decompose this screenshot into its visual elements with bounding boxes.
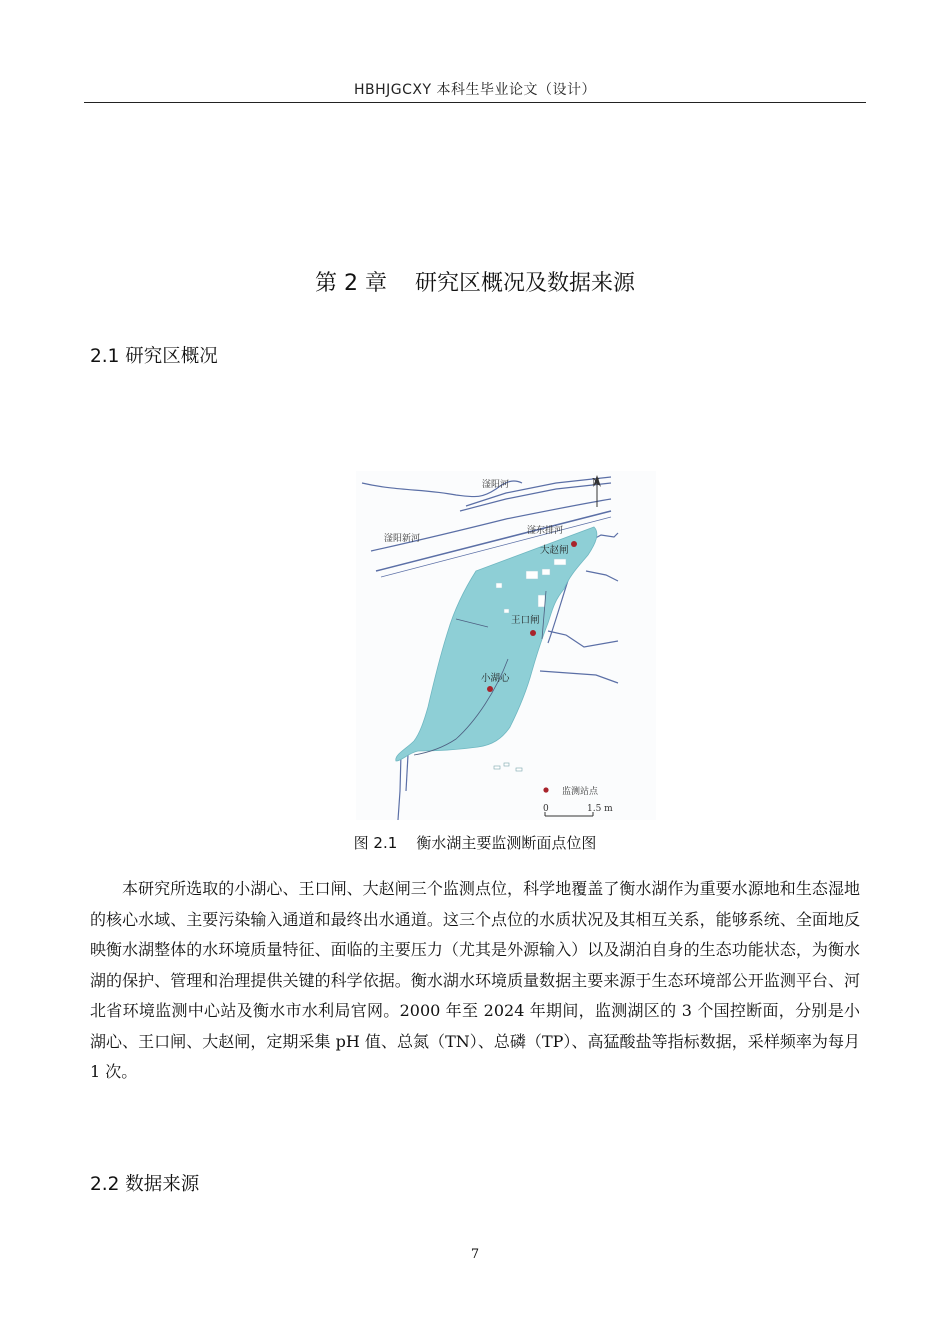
monitoring-map-figure bbox=[356, 471, 656, 820]
header-divider bbox=[84, 102, 866, 103]
river-label-fuyang-new: 滏阳新河 bbox=[384, 534, 421, 544]
river-label-fuyang: 滏阳河 bbox=[482, 480, 510, 490]
station-label-xiaohuxin: 小湖心 bbox=[481, 673, 510, 684]
chapter-title: 第 2 章 研究区概况及数据来源 bbox=[315, 271, 635, 296]
scale-start-label: 0 bbox=[543, 804, 549, 814]
station-label-wangkouzha: 王口闸 bbox=[511, 615, 540, 626]
section-heading-data-source: 2.2 数据来源 bbox=[90, 1174, 200, 1195]
station-label-dazhaozha: 大赵闸 bbox=[540, 545, 569, 556]
section-heading-study-area: 2.1 研究区概况 bbox=[90, 346, 218, 367]
legend-label: 监测站点 bbox=[562, 787, 599, 797]
page-number: 7 bbox=[470, 1247, 480, 1262]
river-label-fudong: 滏东排河 bbox=[527, 526, 564, 536]
north-label: N bbox=[592, 478, 600, 488]
scale-end-label: 1.5 m bbox=[587, 804, 613, 814]
figure-caption: 图 2.1 衡水湖主要监测断面点位图 bbox=[353, 834, 597, 852]
running-header: HBHJGCXY 本科生毕业论文（设计） bbox=[353, 82, 596, 98]
body-paragraph: 本研究所选取的小湖心、王口闸、大赵闸三个监测点位，科学地覆盖了衡水湖作为重要水源地和生态湿地的核心水域、主要污染输入通道和最终出水通道。这三个点位的水质状况及其相互关系，能够系统、全面地反映衡水湖整体的水环境质量特征、面临的主要压力（尤其是外源输入）以及湖泊自身的生态功能状态，为衡水湖的保护、管理和治理提供关键的科学依据。衡水湖水环境质量数据主要来源于生态环境部公开监测平台、河北省环境监测中心站及衡水市水利局官网。2000 年至 2024 年期间，监测湖区的 3 个国控断面，分别是小湖心、王口闸、大赵闸，定期采集 pH 值、总氮（TN）、总磷（TP）、高猛酸盐等指标数据，采样频率为每月 1 次。 bbox=[90, 879, 860, 1081]
